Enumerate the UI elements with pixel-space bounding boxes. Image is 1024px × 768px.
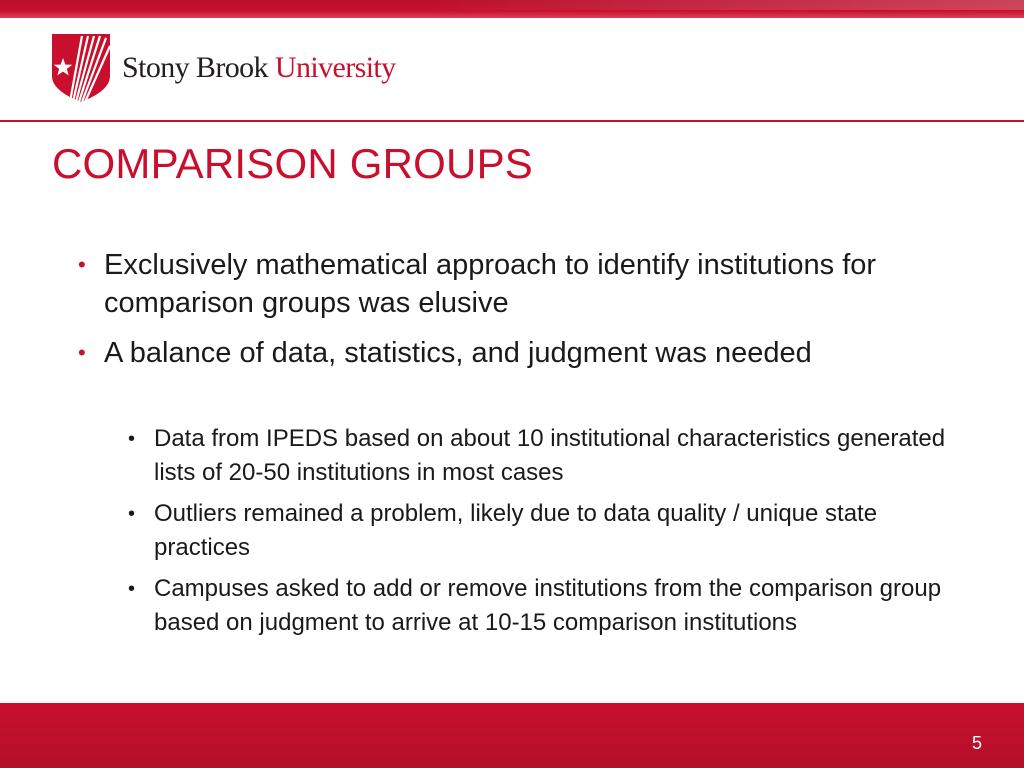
main-bullet-text: Exclusively mathematical approach to identify institutions for comparison groups was elusive <box>104 249 877 319</box>
shield-star-icon <box>50 32 112 104</box>
wordmark-secondary: University <box>274 51 396 84</box>
main-bullet <box>78 334 978 372</box>
bullet-marker: • <box>128 578 136 600</box>
sub-bullet-list <box>128 422 978 647</box>
slide-title: COMPARISON GROUPS <box>52 140 534 187</box>
sub-bullet-text: Data from IPEDS based on about 10 institutional characteristics generated lists of 20-50 institutions in most cases <box>154 425 946 486</box>
wordmark-primary: Stony Brook <box>122 51 268 84</box>
page-number: 5 <box>971 733 982 753</box>
main-bullet-list <box>78 246 978 384</box>
sub-bullet <box>128 497 978 565</box>
bullet-marker: • <box>78 252 86 277</box>
top-accent-highlight <box>420 0 1024 10</box>
bullet-marker: • <box>128 428 136 450</box>
footer-bar <box>0 703 1024 768</box>
sub-bullet-text: Campuses asked to add or remove institutions from the comparison group based on judgment to arrive at 10-15 comparison institutions <box>154 575 942 636</box>
sub-bullet <box>128 572 978 640</box>
main-bullet-text: A balance of data, statistics, and judgment was needed <box>104 337 812 369</box>
sub-bullet <box>128 422 978 490</box>
header-divider <box>0 120 1024 122</box>
bullet-marker: • <box>78 340 86 365</box>
university-wordmark <box>122 53 396 83</box>
bullet-marker: • <box>128 503 136 525</box>
main-bullet <box>78 246 978 322</box>
sub-bullet-text: Outliers remained a problem, likely due to data quality / unique state practices <box>154 500 878 561</box>
university-logo <box>50 32 396 104</box>
